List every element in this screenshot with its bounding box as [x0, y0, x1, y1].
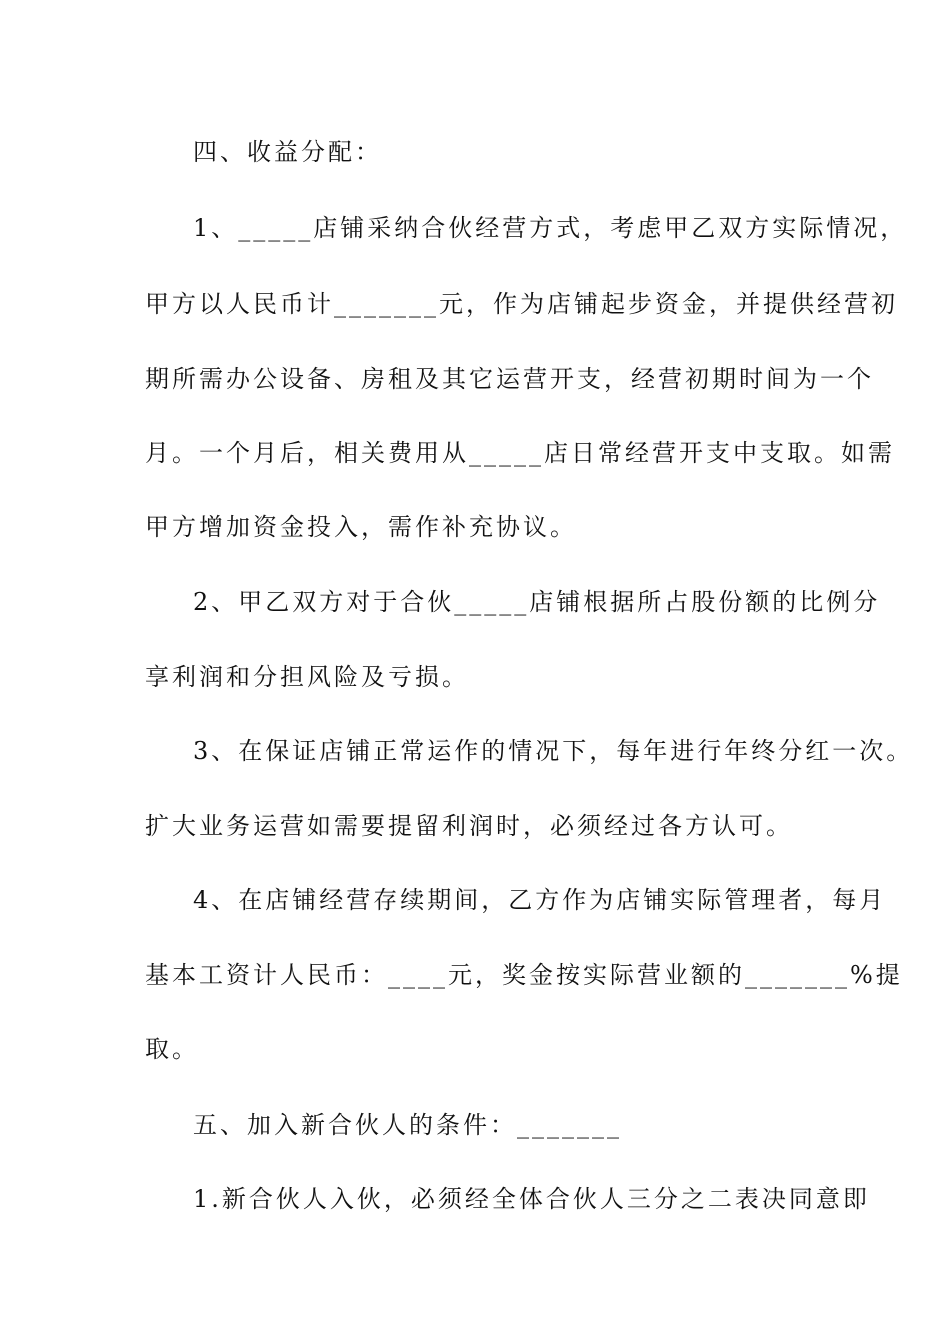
section-heading-revenue: 四、收益分配： — [193, 138, 382, 166]
paragraph-line: 3、在保证店铺正常运作的情况下，每年进行年终分红一次。 — [193, 737, 914, 765]
section-heading-new-partner: 五、加入新合伙人的条件：_______ — [193, 1111, 622, 1139]
paragraph-line: 享利润和分担风险及亏损。 — [145, 663, 469, 691]
paragraph-line: 取。 — [145, 1035, 199, 1063]
paragraph-line: 甲方以人民币计_______元，作为店铺起步资金，并提供经营初 — [145, 290, 898, 318]
paragraph-line: 1.新合伙人入伙，必须经全体合伙人三分之二表决同意即 — [193, 1185, 870, 1213]
paragraph-line: 期所需办公设备、房租及其它运营开支，经营初期时间为一个 — [145, 365, 874, 393]
paragraph-line: 月。一个月后，相关费用从_____店日常经营开支中支取。如需 — [145, 439, 895, 467]
paragraph-line: 4、在店铺经营存续期间，乙方作为店铺实际管理者，每月 — [193, 886, 887, 914]
paragraph-line: 基本工资计人民币：____元，奖金按实际营业额的_______%提 — [145, 961, 903, 989]
paragraph-line: 甲方增加资金投入，需作补充协议。 — [145, 513, 577, 541]
paragraph-line: 1、_____店铺采纳合伙经营方式，考虑甲乙双方实际情况， — [193, 214, 908, 242]
paragraph-line: 2、甲乙双方对于合伙_____店铺根据所占股份额的比例分 — [193, 588, 881, 616]
paragraph-line: 扩大业务运营如需要提留利润时，必须经过各方认可。 — [145, 812, 793, 840]
